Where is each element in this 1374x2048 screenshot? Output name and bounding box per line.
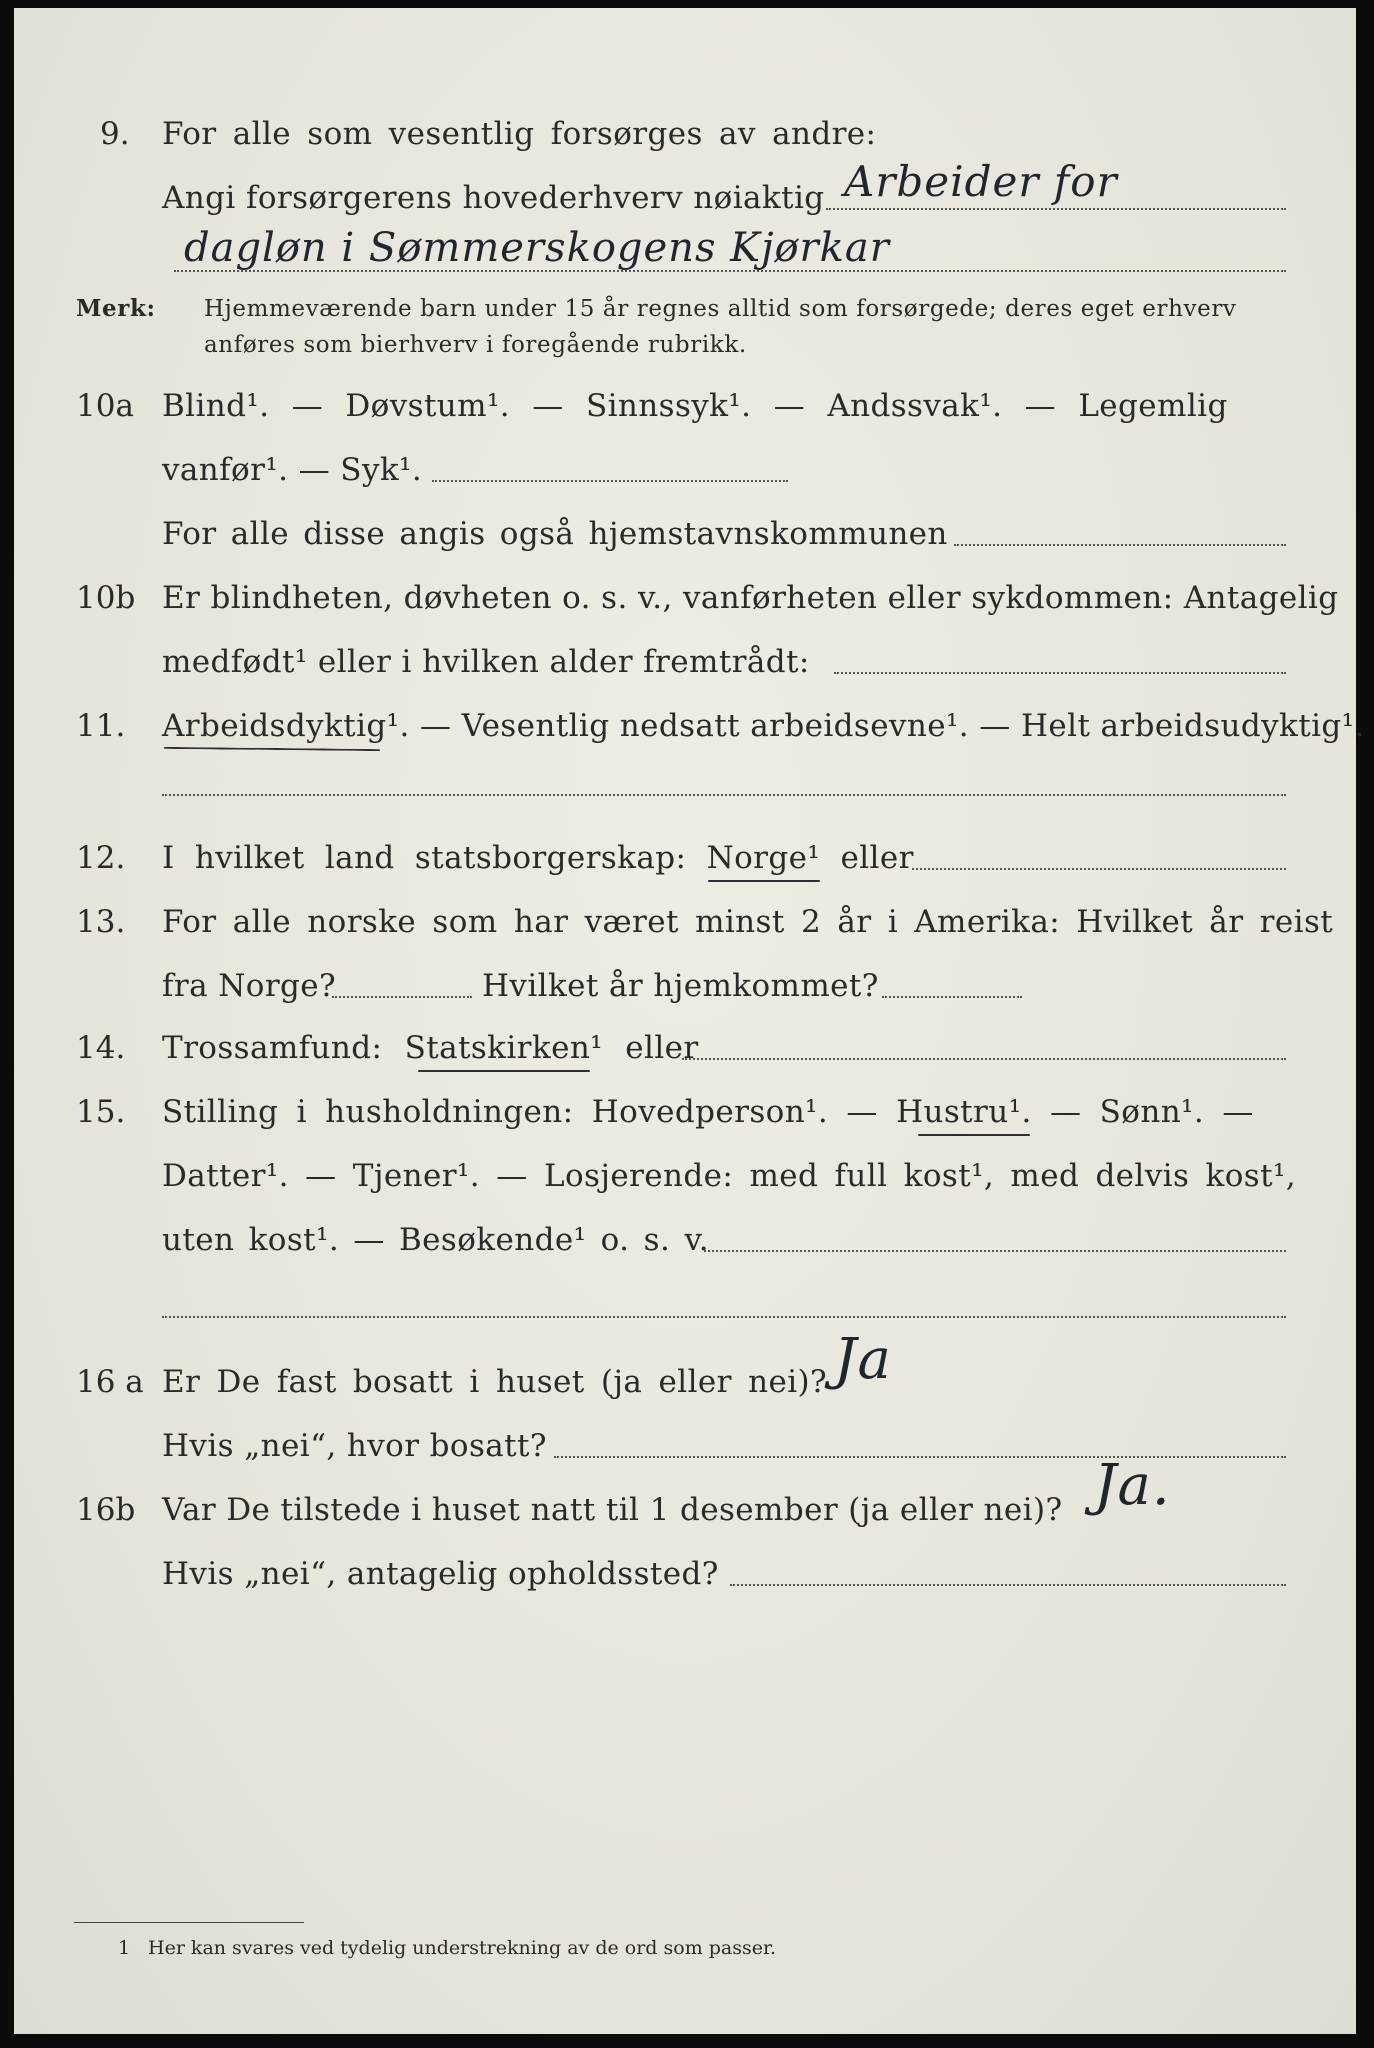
merk-line2: anføres som bierhverv i foregående rubrikk. xyxy=(204,332,747,358)
q12-label: I hvilket land statsborgerskap: xyxy=(162,840,687,876)
q16b-line2: Hvis „nei“, antagelig opholdssted? xyxy=(162,1556,719,1592)
q16b-answer-line xyxy=(730,1584,1286,1586)
q11-number: 11. xyxy=(76,708,126,744)
q15-underline-mark xyxy=(918,1134,1030,1136)
q9-answer-line1 xyxy=(826,208,1286,210)
q15-line1-start: Stilling i husholdningen: Hovedperson¹. — xyxy=(162,1094,878,1130)
q16a-answer-line xyxy=(554,1456,1286,1458)
q15-line1 xyxy=(162,1092,1254,1132)
q16a-handwritten-answer: Ja xyxy=(834,1327,892,1392)
q16b-line1: Var De tilstede i huset natt til 1 desember (ja eller nei)? xyxy=(162,1492,1063,1528)
q12-option-norge: Norge¹ xyxy=(706,840,821,876)
q14-eller: eller xyxy=(625,1030,699,1066)
q10b-number: 10b xyxy=(76,580,136,616)
q15-extra-line xyxy=(162,1316,1286,1318)
footnote-text: Her kan svares ved tydelig understrekning av de ord som passer. xyxy=(148,1937,777,1959)
q10b-line1: Er blindheten, døvheten o. s. v., vanførheten eller sykdommen: Antagelig xyxy=(162,580,1339,616)
q9-number: 9. xyxy=(100,116,130,152)
q9-line1: For alle som vesentlig forsørges av andre: xyxy=(162,116,877,152)
q15-number: 15. xyxy=(76,1094,126,1130)
census-form-page xyxy=(14,8,1365,2034)
q10a-answer-line xyxy=(432,480,788,482)
q13-line2b: Hvilket år hjemkommet? xyxy=(482,968,879,1004)
q15-line1-end: — Sønn¹. — xyxy=(1049,1094,1254,1130)
q9-handwriting-2: dagløn i Sømmerskogens Kjørkar xyxy=(184,225,890,271)
q10a-line2: vanfør¹. — Syk¹. xyxy=(162,452,423,488)
q11-other-options: — Vesentlig nedsatt arbeidsevne¹. — Helt arbeidsudyktig¹. xyxy=(419,708,1365,744)
q10a-line1: Blind¹. — Døvstum¹. — Sinnssyk¹. — Andssvak¹. — Legemlig xyxy=(162,388,1228,424)
q15-option-hustru: Hustru¹. xyxy=(896,1094,1032,1130)
merk-line1: Hjemmeværende barn under 15 år regnes alltid som forsørgede; deres eget erhverv xyxy=(204,296,1237,322)
q12-answer-line xyxy=(912,868,1286,870)
q15-line2: Datter¹. — Tjener¹. — Losjerende: med full kost¹, med delvis kost¹, xyxy=(162,1158,1297,1194)
footnote-mark: 1 xyxy=(118,1937,131,1959)
q15-answer-line xyxy=(704,1250,1286,1252)
q16a-line2: Hvis „nei“, hvor bosatt? xyxy=(162,1428,547,1464)
q16b-handwritten-answer: Ja. xyxy=(1094,1453,1171,1518)
q9-line2: Angi forsørgerens hovederhverv nøiaktig xyxy=(162,180,825,216)
q13-line2a: fra Norge? xyxy=(162,968,337,1004)
q10a-line3: For alle disse angis også hjemstavnskommunen xyxy=(162,516,948,552)
q11-underline-mark xyxy=(164,747,380,751)
q10a-number: 10a xyxy=(76,388,134,424)
q14-underline-mark xyxy=(418,1070,590,1072)
q10b-line2: medfødt¹ eller i hvilken alder fremtrådt: xyxy=(162,644,810,680)
q11-options xyxy=(162,706,1365,746)
q12-number: 12. xyxy=(76,840,126,876)
footnote-rule xyxy=(74,1922,304,1923)
q12-line xyxy=(162,838,914,878)
q15-line3: uten kost¹. — Besøkende¹ o. s. v. xyxy=(162,1222,709,1258)
q16a-number: 16 a xyxy=(76,1364,144,1400)
q14-line xyxy=(162,1028,699,1068)
q10a-kommune-line xyxy=(954,544,1286,546)
merk-label: Merk: xyxy=(76,295,156,322)
q14-answer-line xyxy=(682,1058,1286,1060)
q13-line1: For alle norske som har været minst 2 år i Amerika: Hvilket år reist xyxy=(162,904,1334,940)
q12-underline-mark xyxy=(708,880,820,882)
q11-answer-line xyxy=(162,794,1286,796)
q10b-answer-line xyxy=(834,672,1286,674)
q13-hjemkommet-line xyxy=(882,996,1022,998)
q11-option-arbeidsdyktig: Arbeidsdyktig¹. xyxy=(162,708,410,744)
q16b-number: 16b xyxy=(76,1492,136,1528)
q9-handwriting-1: Arbeider for xyxy=(844,157,1118,206)
q16a-line1: Er De fast bosatt i huset (ja eller nei)? xyxy=(162,1364,828,1400)
q14-label: Trossamfund: xyxy=(162,1030,383,1066)
q12-eller: eller xyxy=(840,840,914,876)
q14-option-statskirken: Statskirken¹ xyxy=(404,1030,604,1066)
q14-number: 14. xyxy=(76,1030,126,1066)
q13-reist-line xyxy=(332,996,472,998)
q13-number: 13. xyxy=(76,904,126,940)
